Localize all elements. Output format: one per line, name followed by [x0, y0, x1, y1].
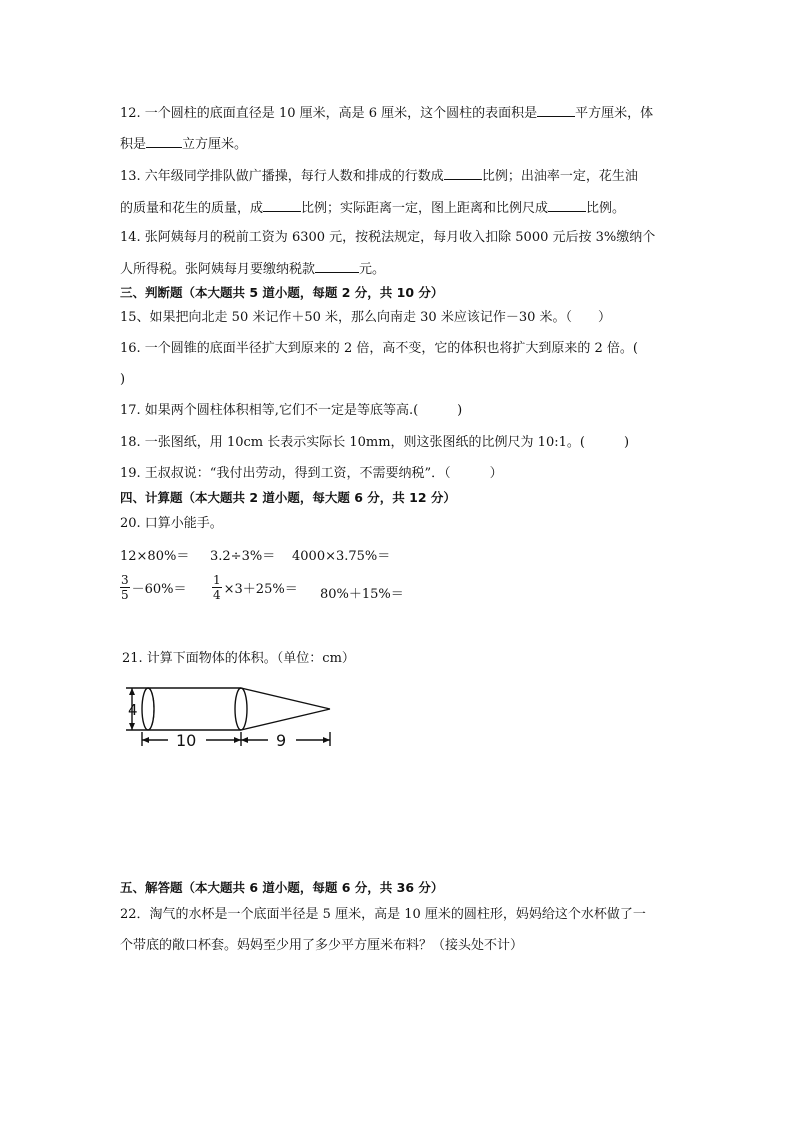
- q13-text-d: 比例；实际距离一定，图上距离和比例尺成: [301, 201, 549, 216]
- calc-expression: －60%＝: [131, 582, 187, 597]
- calc-expression: ×3＋25%＝: [223, 582, 298, 597]
- fraction-numerator: 3: [121, 573, 129, 587]
- arrowhead: [129, 723, 135, 730]
- arrowhead: [129, 688, 135, 695]
- question-13-line-2: [120, 198, 625, 218]
- question-18: 18. 一张图纸，用 10cm 长表示实际长 10mm，则这张图纸的比例尺为 10:1。( ): [120, 435, 630, 450]
- question-17: 17. 如果两个圆柱体积相等,它们不一定是等底等高.( ): [120, 403, 463, 418]
- question-20-title: 20. 口算小能手。: [120, 516, 223, 531]
- cylinder-cone-figure: [118, 682, 342, 754]
- question-12-line-2: [120, 134, 247, 154]
- q12-text-d: 立方厘米。: [182, 137, 248, 152]
- dim-diameter-label: 4: [128, 701, 138, 719]
- cone-bottom-edge: [241, 709, 330, 730]
- cone-top-edge: [241, 688, 330, 709]
- question-14-line-1: [120, 229, 655, 247]
- question-21-title: 21. 计算下面物体的体积。（单位：cm）: [122, 651, 355, 666]
- fraction-numerator: 1: [213, 573, 221, 587]
- cylinder-left-hidden-arc: [148, 688, 154, 730]
- arrowhead: [323, 737, 330, 743]
- section-5-title: 五、解答题（本大题共 6 道小题，每题 6 分，共 36 分）: [120, 880, 444, 895]
- question-15: 15、如果把向北走 50 米记作＋50 米，那么向南走 30 米应该记作－30 米。（ ）: [120, 310, 612, 325]
- question-16-line-1: 16. 一个圆锥的底面半径扩大到原来的 2 倍，高不变，它的体积也将扩大到原来的 2 倍。(: [120, 341, 638, 356]
- calc-item-fraction-1: [120, 573, 187, 602]
- q13-text-e: 比例。: [586, 201, 626, 216]
- arrowhead: [241, 737, 248, 743]
- cylinder-right-end-front: [241, 688, 247, 730]
- q13-blank-3[interactable]: [548, 198, 586, 212]
- q13-text-b: 比例；出油率一定，花生油: [481, 169, 638, 184]
- section-4-title: 四、计算题（本大题共 2 道小题，每大题 6 分，共 12 分）: [120, 490, 456, 505]
- question-13-line-1: [120, 166, 638, 186]
- fraction: [120, 573, 130, 602]
- calc-item: 12×80%＝: [120, 549, 190, 564]
- q12-text-c: 积是: [120, 137, 147, 152]
- q12-text-a: 12. 一个圆柱的底面直径是 10 厘米，高是 6 厘米，这个圆柱的表面积是: [120, 106, 538, 121]
- q14-text-b: 人所得税。张阿姨每月要缴纳税款: [120, 262, 316, 277]
- calc-item: 80%＋15%＝: [320, 587, 404, 602]
- q13-blank-2[interactable]: [263, 198, 301, 212]
- cylinder-right-end-back: [235, 688, 241, 730]
- question-19: 19. 王叔叔说：“我付出劳动，得到工资，不需要纳税”．（ ）: [120, 466, 503, 481]
- question-22-line-1: 22．淘气的水杯是一个底面半径是 5 厘米，高是 10 厘米的圆柱形，妈妈给这个水杯做了一: [120, 907, 646, 922]
- fraction-denominator: 5: [121, 588, 129, 602]
- q14-text-a: 14. 张阿姨每月的税前工资为 6300 元，按税法规定，每月收入扣除 5000 元后按 3%缴纳个: [120, 230, 656, 245]
- q12-text-b: 平方厘米，体: [575, 106, 654, 121]
- question-22-line-2: 个带底的敞口杯套。妈妈至少用了多少平方厘米布料？（接头处不计）: [120, 938, 524, 953]
- question-12-line-1: [120, 103, 653, 123]
- q14-blank-tax[interactable]: [315, 259, 359, 273]
- q13-text-a: 13. 六年级同学排队做广播操，每行人数和排成的行数成: [120, 169, 444, 184]
- fraction-denominator: 4: [213, 588, 221, 602]
- calc-item: 3.2÷3%＝: [210, 549, 276, 564]
- dim-cone-length-label: 9: [276, 731, 287, 750]
- calc-item: 4000×3.75%＝: [292, 549, 391, 564]
- question-16-line-2: ): [120, 372, 126, 387]
- calc-item-fraction-2: [212, 573, 298, 602]
- arrowhead: [234, 737, 241, 743]
- dim-cylinder-length-label: 10: [176, 731, 197, 750]
- q13-blank-1[interactable]: [444, 166, 482, 180]
- arrowhead: [142, 737, 149, 743]
- q13-text-c: 的质量和花生的质量，成: [120, 201, 264, 216]
- question-14-line-2: [120, 259, 385, 279]
- q12-blank-surface-area[interactable]: [537, 103, 575, 117]
- section-3-title: 三、判断题（本大题共 5 道小题，每题 2 分，共 10 分）: [120, 285, 444, 300]
- q14-text-c: 元。: [359, 262, 386, 277]
- q12-blank-volume[interactable]: [146, 134, 182, 148]
- fraction: [212, 573, 222, 602]
